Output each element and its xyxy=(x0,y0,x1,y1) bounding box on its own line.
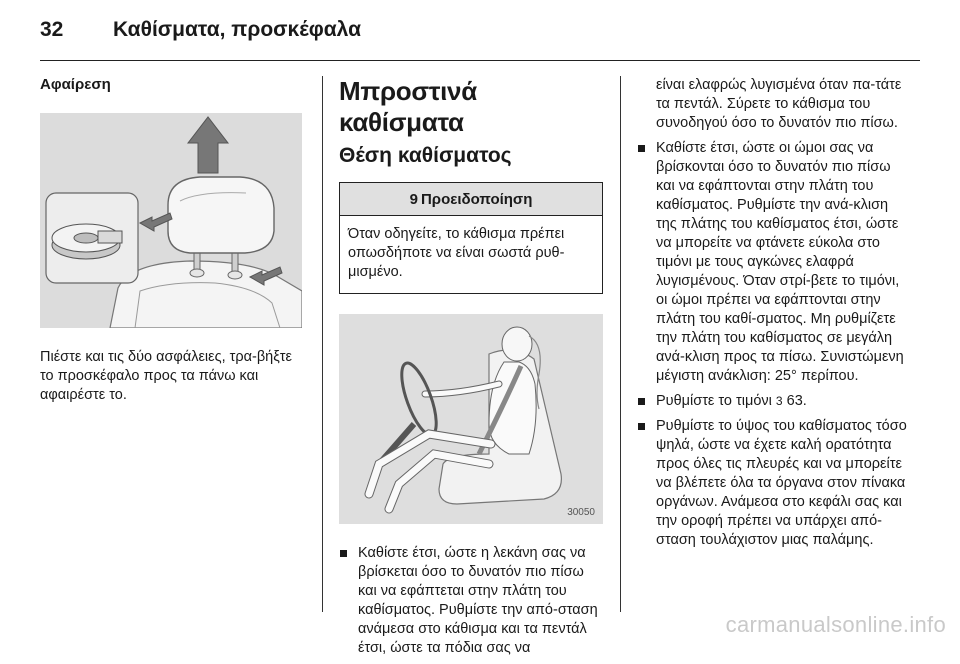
section-subheading: Θέση καθίσματος xyxy=(339,144,512,167)
bullet-item xyxy=(637,392,911,411)
page-reference-link[interactable]: 63. xyxy=(786,393,807,409)
warning-header xyxy=(340,183,602,216)
watermark: carmanualsonline.info xyxy=(725,612,946,637)
column-divider xyxy=(620,76,621,612)
bullet-square-icon xyxy=(638,423,645,430)
driver-illustration-svg xyxy=(339,314,603,524)
bullet-square-icon xyxy=(638,145,645,152)
column-divider xyxy=(322,76,323,612)
warning-box xyxy=(339,182,603,294)
bullet-item xyxy=(637,417,911,550)
warning-triangle-icon: 9 xyxy=(409,190,418,208)
section-heading: Μπροστινά καθίσματα xyxy=(339,76,477,137)
bullet-text: Ρυθμίστε το ύψος του καθίσματος τόσο ψηλά, ώστε να έχετε καλή ορατότητα προς όλες τις πλευρές και να μπορείτε να βλέπετε όλα τα όργανα στον πίνακα οργάνων. Ανάμεσα στο κεφάλι σας και την οροφή πρέπει να υπάρχει από-σταση τουλάχιστον μιας παλάμης. xyxy=(656,418,907,548)
removal-subheading: Αφαίρεση xyxy=(40,76,111,93)
header-rule xyxy=(40,60,920,61)
removal-instruction: Πιέστε και τις δύο ασφάλειες, τρα-βήξτε το προσκέφαλο προς τα πάνω και αφαιρέστε το. xyxy=(40,349,292,403)
bullet-text: Ρυθμίστε το τιμόνι xyxy=(656,393,772,409)
seating-position-illustration xyxy=(339,314,603,524)
bullet-item xyxy=(637,139,911,386)
headrest-removal-illustration xyxy=(40,113,302,328)
bullet-square-icon xyxy=(638,398,645,405)
figure-code: 30050 xyxy=(567,507,595,518)
warning-title: Προειδοποίηση xyxy=(420,190,533,208)
column-1 xyxy=(40,76,304,405)
bullet-square-icon xyxy=(340,550,347,557)
column-2 xyxy=(339,76,603,664)
headrest-illustration-svg xyxy=(40,113,302,328)
bullet-text: Καθίστε έτσι, ώστε η λεκάνη σας να βρίσκεται όσο το δυνατόν πιο πίσω και να εφάπτεται στην πλάτη του καθίσματος. Ρυθμίστε την από-σταση ανάμεσα στο κάθισμα και τα πεντάλ έτσι, ώστε τα πόδια σας να xyxy=(358,545,598,656)
bullet-item xyxy=(339,544,603,658)
page-title: Καθίσματα, προσκέφαλα xyxy=(113,18,361,41)
page-reference-arrow-icon: 3 xyxy=(775,394,783,408)
bullet-text: Καθίστε έτσι, ώστε οι ώμοι σας να βρίσκονται όσο το δυνατόν πιο πίσω και να εφάπτονται στην πλάτη του καθίσματος. Ρυθμίστε την ανά-κλιση της πλάτης του καθίσματος έτσι, ώστε να μπορείτε να φτάνετε εύκολα στο τιμόνι με τους αγκώνες ελαφρά λυγισμένους. Όταν στρί-βετε το τιμόνι, οι ώμοι πρέπει να εφάπτονται στην πλάτη του καθί-σματος. Μη ρυθμίζετε την πλάτη του καθίσματος σε μεγάλη ανά-κλιση προς τα πίσω. Συνιστώμενη μέγιστη ανάκλιση: 25° περίπου. xyxy=(656,140,904,384)
page-number: 32 xyxy=(40,18,64,41)
continued-text: είναι ελαφρώς λυγισμένα όταν πα-τάτε τα πεντάλ. Σύρετε το κάθισμα του συνοδηγού όσο το δυνατόν πιο πίσω. xyxy=(656,77,902,131)
page-header xyxy=(0,0,960,56)
column-3 xyxy=(637,76,911,556)
warning-text: Όταν οδηγείτε, το κάθισμα πρέπει οπωσδήποτε να είναι σωστά ρυθ-μισμένο. xyxy=(348,226,565,280)
